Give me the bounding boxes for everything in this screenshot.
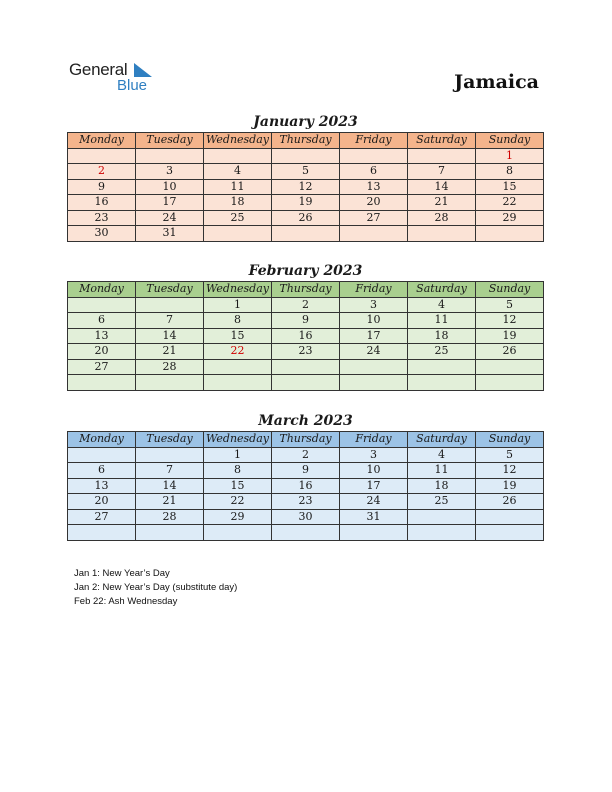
empty-day-cell bbox=[204, 525, 272, 541]
day-cell: 7 bbox=[136, 463, 204, 479]
week-row bbox=[68, 375, 544, 391]
weekday-header: Saturday bbox=[408, 432, 476, 448]
empty-day-cell bbox=[408, 148, 476, 164]
week-row bbox=[68, 478, 544, 494]
empty-day-cell bbox=[272, 359, 340, 375]
empty-day-cell bbox=[68, 447, 136, 463]
day-cell: 26 bbox=[476, 344, 544, 360]
calendar-table bbox=[67, 132, 544, 242]
weekday-header: Friday bbox=[340, 133, 408, 149]
week-row bbox=[68, 210, 544, 226]
empty-day-cell bbox=[136, 297, 204, 313]
day-cell: 20 bbox=[340, 195, 408, 211]
empty-day-cell bbox=[340, 525, 408, 541]
empty-day-cell bbox=[272, 525, 340, 541]
holiday-note: Feb 22: Ash Wednesday bbox=[74, 596, 178, 607]
weekday-header: Thursday bbox=[272, 282, 340, 298]
empty-day-cell bbox=[136, 447, 204, 463]
holiday-note: Jan 2: New Year’s Day (substitute day) bbox=[74, 582, 238, 593]
generalblue-logo bbox=[69, 60, 169, 96]
logo-text-blue: Blue bbox=[117, 77, 148, 94]
calendar-table bbox=[67, 431, 544, 541]
empty-day-cell bbox=[68, 148, 136, 164]
week-row bbox=[68, 463, 544, 479]
empty-day-cell bbox=[408, 525, 476, 541]
empty-day-cell bbox=[340, 375, 408, 391]
week-row bbox=[68, 195, 544, 211]
week-row bbox=[68, 525, 544, 541]
holiday-note: Jan 1: New Year’s Day bbox=[74, 568, 170, 579]
weekday-header: Sunday bbox=[476, 282, 544, 298]
empty-day-cell bbox=[408, 375, 476, 391]
empty-day-cell bbox=[476, 525, 544, 541]
month-title: February 2023 bbox=[248, 263, 363, 279]
day-cell: 5 bbox=[476, 297, 544, 313]
day-cell: 4 bbox=[408, 297, 476, 313]
day-cell: 30 bbox=[68, 226, 136, 242]
empty-day-cell bbox=[476, 375, 544, 391]
day-cell: 19 bbox=[476, 478, 544, 494]
day-cell: 23 bbox=[272, 344, 340, 360]
weekday-header-row bbox=[68, 133, 544, 149]
day-cell: 19 bbox=[476, 328, 544, 344]
day-cell: 15 bbox=[204, 478, 272, 494]
day-cell: 31 bbox=[136, 226, 204, 242]
empty-day-cell bbox=[204, 148, 272, 164]
day-cell: 25 bbox=[408, 344, 476, 360]
calendar-body bbox=[68, 447, 544, 540]
month-title: January 2023 bbox=[253, 114, 358, 130]
empty-day-cell bbox=[136, 375, 204, 391]
day-cell: 25 bbox=[204, 210, 272, 226]
day-cell: 22 bbox=[204, 494, 272, 510]
weekday-header: Wednesday bbox=[204, 133, 272, 149]
day-cell: 30 bbox=[272, 509, 340, 525]
day-cell: 7 bbox=[408, 164, 476, 180]
week-row bbox=[68, 164, 544, 180]
empty-day-cell bbox=[408, 509, 476, 525]
empty-day-cell bbox=[340, 359, 408, 375]
day-cell: 8 bbox=[476, 164, 544, 180]
empty-day-cell bbox=[204, 375, 272, 391]
day-cell: 21 bbox=[408, 195, 476, 211]
day-cell: 3 bbox=[136, 164, 204, 180]
empty-day-cell bbox=[272, 375, 340, 391]
weekday-header: Friday bbox=[340, 282, 408, 298]
weekday-header: Monday bbox=[68, 133, 136, 149]
day-cell: 1 bbox=[204, 297, 272, 313]
day-cell: 25 bbox=[408, 494, 476, 510]
day-cell: 4 bbox=[204, 164, 272, 180]
day-cell: 18 bbox=[408, 328, 476, 344]
day-cell: 15 bbox=[204, 328, 272, 344]
month-march bbox=[67, 411, 544, 541]
day-cell: 29 bbox=[204, 509, 272, 525]
day-cell: 23 bbox=[272, 494, 340, 510]
day-cell: 3 bbox=[340, 297, 408, 313]
day-cell: 28 bbox=[408, 210, 476, 226]
day-cell: 10 bbox=[340, 313, 408, 329]
week-row bbox=[68, 179, 544, 195]
day-cell: 29 bbox=[476, 210, 544, 226]
weekday-header-row bbox=[68, 282, 544, 298]
empty-day-cell bbox=[136, 525, 204, 541]
day-cell: 23 bbox=[68, 210, 136, 226]
day-cell: 2 bbox=[68, 164, 136, 180]
empty-day-cell bbox=[272, 226, 340, 242]
day-cell: 11 bbox=[204, 179, 272, 195]
week-row bbox=[68, 509, 544, 525]
week-row bbox=[68, 344, 544, 360]
day-cell: 14 bbox=[136, 328, 204, 344]
day-cell: 7 bbox=[136, 313, 204, 329]
day-cell: 24 bbox=[136, 210, 204, 226]
weekday-header: Tuesday bbox=[136, 133, 204, 149]
calendar-body bbox=[68, 148, 544, 241]
day-cell: 12 bbox=[476, 313, 544, 329]
day-cell: 16 bbox=[272, 328, 340, 344]
day-cell: 5 bbox=[476, 447, 544, 463]
day-cell: 18 bbox=[408, 478, 476, 494]
week-row bbox=[68, 148, 544, 164]
day-cell: 20 bbox=[68, 494, 136, 510]
day-cell: 27 bbox=[68, 509, 136, 525]
day-cell: 12 bbox=[272, 179, 340, 195]
empty-day-cell bbox=[408, 359, 476, 375]
weekday-header: Tuesday bbox=[136, 282, 204, 298]
day-cell: 16 bbox=[272, 478, 340, 494]
day-cell: 18 bbox=[204, 195, 272, 211]
day-cell: 5 bbox=[272, 164, 340, 180]
day-cell: 13 bbox=[68, 328, 136, 344]
weekday-header: Saturday bbox=[408, 133, 476, 149]
day-cell: 22 bbox=[204, 344, 272, 360]
week-row bbox=[68, 447, 544, 463]
day-cell: 16 bbox=[68, 195, 136, 211]
day-cell: 1 bbox=[476, 148, 544, 164]
day-cell: 31 bbox=[340, 509, 408, 525]
weekday-header: Friday bbox=[340, 432, 408, 448]
day-cell: 2 bbox=[272, 447, 340, 463]
day-cell: 27 bbox=[68, 359, 136, 375]
day-cell: 13 bbox=[340, 179, 408, 195]
calendar-body bbox=[68, 297, 544, 390]
day-cell: 17 bbox=[136, 195, 204, 211]
empty-day-cell bbox=[204, 226, 272, 242]
weekday-header: Thursday bbox=[272, 432, 340, 448]
day-cell: 14 bbox=[136, 478, 204, 494]
empty-day-cell bbox=[272, 148, 340, 164]
empty-day-cell bbox=[204, 359, 272, 375]
day-cell: 13 bbox=[68, 478, 136, 494]
weekday-header: Saturday bbox=[408, 282, 476, 298]
weekday-header: Wednesday bbox=[204, 432, 272, 448]
month-february bbox=[67, 261, 544, 391]
day-cell: 9 bbox=[272, 313, 340, 329]
day-cell: 24 bbox=[340, 494, 408, 510]
day-cell: 24 bbox=[340, 344, 408, 360]
empty-day-cell bbox=[476, 509, 544, 525]
day-cell: 28 bbox=[136, 359, 204, 375]
weekday-header: Sunday bbox=[476, 133, 544, 149]
holiday-notes bbox=[74, 567, 237, 609]
day-cell: 27 bbox=[340, 210, 408, 226]
day-cell: 20 bbox=[68, 344, 136, 360]
weekday-header: Sunday bbox=[476, 432, 544, 448]
week-row bbox=[68, 226, 544, 242]
logo-text-general: General bbox=[69, 60, 128, 79]
day-cell: 21 bbox=[136, 494, 204, 510]
week-row bbox=[68, 313, 544, 329]
weekday-header: Tuesday bbox=[136, 432, 204, 448]
empty-day-cell bbox=[136, 148, 204, 164]
day-cell: 9 bbox=[68, 179, 136, 195]
day-cell: 6 bbox=[68, 463, 136, 479]
day-cell: 21 bbox=[136, 344, 204, 360]
weekday-header-row bbox=[68, 432, 544, 448]
empty-day-cell bbox=[340, 148, 408, 164]
day-cell: 8 bbox=[204, 463, 272, 479]
empty-day-cell bbox=[68, 297, 136, 313]
calendar-table bbox=[67, 281, 544, 391]
country-title: Jamaica bbox=[454, 71, 539, 93]
month-title: March 2023 bbox=[258, 413, 353, 429]
day-cell: 4 bbox=[408, 447, 476, 463]
day-cell: 17 bbox=[340, 328, 408, 344]
day-cell: 15 bbox=[476, 179, 544, 195]
day-cell: 2 bbox=[272, 297, 340, 313]
weekday-header: Wednesday bbox=[204, 282, 272, 298]
day-cell: 6 bbox=[68, 313, 136, 329]
empty-day-cell bbox=[68, 525, 136, 541]
day-cell: 9 bbox=[272, 463, 340, 479]
day-cell: 8 bbox=[204, 313, 272, 329]
day-cell: 28 bbox=[136, 509, 204, 525]
month-january bbox=[67, 112, 544, 242]
day-cell: 3 bbox=[340, 447, 408, 463]
week-row bbox=[68, 328, 544, 344]
weekday-header: Monday bbox=[68, 432, 136, 448]
day-cell: 19 bbox=[272, 195, 340, 211]
day-cell: 12 bbox=[476, 463, 544, 479]
day-cell: 10 bbox=[340, 463, 408, 479]
day-cell: 14 bbox=[408, 179, 476, 195]
day-cell: 22 bbox=[476, 195, 544, 211]
empty-day-cell bbox=[340, 226, 408, 242]
week-row bbox=[68, 494, 544, 510]
week-row bbox=[68, 297, 544, 313]
weekday-header: Thursday bbox=[272, 133, 340, 149]
empty-day-cell bbox=[408, 226, 476, 242]
day-cell: 26 bbox=[272, 210, 340, 226]
day-cell: 11 bbox=[408, 463, 476, 479]
week-row bbox=[68, 359, 544, 375]
day-cell: 10 bbox=[136, 179, 204, 195]
day-cell: 17 bbox=[340, 478, 408, 494]
day-cell: 1 bbox=[204, 447, 272, 463]
day-cell: 26 bbox=[476, 494, 544, 510]
day-cell: 6 bbox=[340, 164, 408, 180]
empty-day-cell bbox=[476, 359, 544, 375]
weekday-header: Monday bbox=[68, 282, 136, 298]
empty-day-cell bbox=[476, 226, 544, 242]
empty-day-cell bbox=[68, 375, 136, 391]
day-cell: 11 bbox=[408, 313, 476, 329]
